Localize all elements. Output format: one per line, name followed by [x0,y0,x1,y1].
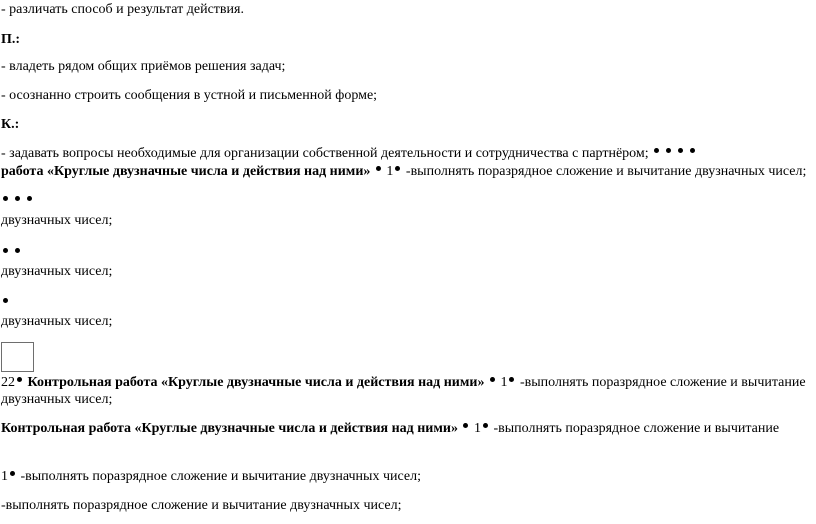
line-text: двузначных чисел; [1,314,113,329]
section-heading-k [1,116,19,133]
number-text: 22 [1,375,15,390]
text-line [1,145,700,162]
text-line [1,58,285,75]
heading-text: П.: [1,32,21,47]
line-text: двузначных чисел; [1,392,113,407]
line-text: -выполнять поразрядное сложение и вычитание двузначных чисел; [405,164,807,179]
text-line [1,420,779,437]
bullet-icon [509,377,514,382]
bullet-icon [654,148,659,153]
bullet-icon [490,377,495,382]
bullet-icon [483,423,488,428]
bullet-group [1,193,37,210]
text-line [1,313,112,330]
text-line [1,163,806,180]
bullet-group [1,295,13,312]
text-line [1,1,244,18]
number-text: 1 [473,421,481,436]
line-text: - осознанно строить сообщения в устной и письменной форме; [1,88,378,103]
line-text: - задавать вопросы необходимые для организации собственной деятельности и сотрудничества с партнёром; [1,146,649,161]
empty-box [1,342,34,372]
bullet-icon [3,196,8,201]
line-text: - различать способ и результат действия. [1,2,244,17]
bullet-icon [678,148,683,153]
number-text: 1 [1,469,8,484]
line-text: - владеть рядом общих приёмов решения задач; [1,59,286,74]
bullet-icon [463,423,468,428]
line-text: -выполнять поразрядное сложение и вычитание [493,421,780,436]
line-text: -выполнять поразрядное сложение и вычитание двузначных чисел; [20,469,421,484]
text-line [1,87,377,104]
bold-text: Контрольная работа «Круглые двузначные числа и действия над ними» [27,375,485,390]
bold-text: работа «Круглые двузначные числа и действия над ними» [1,164,371,179]
bullet-icon [10,471,15,476]
bullet-icon [3,248,8,253]
bullet-icon [15,248,20,253]
text-line [1,468,421,485]
text-line [1,212,112,229]
bullet-icon [17,377,22,382]
number-text: 1 [386,164,394,179]
line-text: -выполнять поразрядное сложение и вычитание [519,375,806,390]
heading-text: К.: [1,117,20,132]
line-text: двузначных чисел; [1,264,113,279]
bold-text: Контрольная работа «Круглые двузначные числа и действия над ними» [1,421,458,436]
bullet-icon [376,166,381,171]
bullet-group [1,245,25,262]
bullet-icon [395,166,400,171]
text-line [1,391,112,408]
bullet-icon [690,148,695,153]
text-line [1,263,112,280]
bullet-icon [3,298,8,303]
bullet-icon [666,148,671,153]
bullet-icon [15,196,20,201]
text-line [1,374,806,391]
text-line [1,497,401,514]
number-text: 1 [500,375,508,390]
section-heading-p [1,31,20,48]
line-text: -выполнять поразрядное сложение и вычитание двузначных чисел; [1,498,402,513]
bullet-icon [27,196,32,201]
bullet-group [652,146,700,161]
line-text: двузначных чисел; [1,213,113,228]
